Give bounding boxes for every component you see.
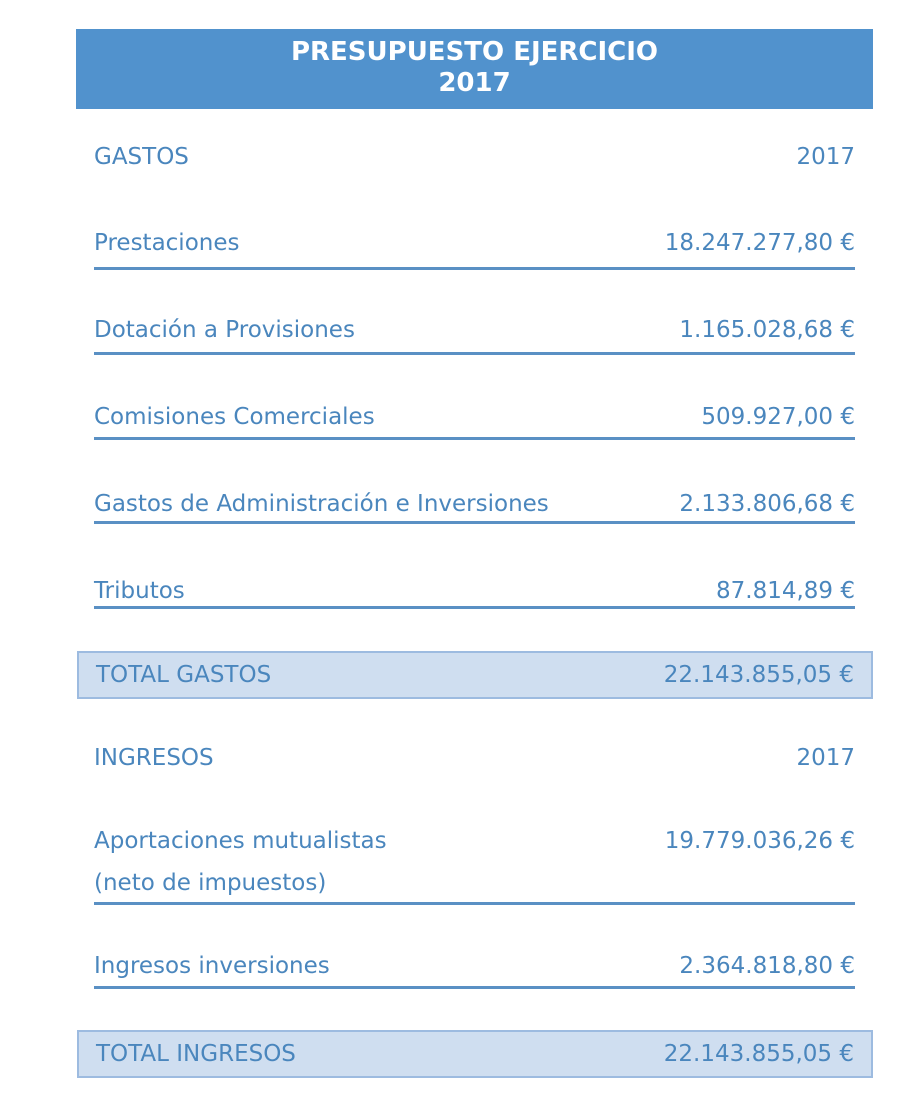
- ingresos-year: 2017: [796, 745, 855, 771]
- row-label: Gastos de Administración e Inversiones: [94, 491, 549, 517]
- ingresos-heading: INGRESOS: [94, 745, 214, 771]
- row-label: Aportaciones mutualistas: [94, 828, 387, 854]
- row-value: 2.133.806,68 €: [679, 491, 855, 517]
- row-divider: [94, 606, 855, 609]
- row-value: 1.165.028,68 €: [679, 317, 855, 343]
- total-ingresos-value: 22.143.855,05 €: [663, 1041, 854, 1067]
- row-label: Comisiones Comerciales: [94, 404, 375, 430]
- row-label: Prestaciones: [94, 230, 240, 256]
- row-divider: [94, 267, 855, 270]
- total-ingresos-label: TOTAL INGRESOS: [96, 1041, 296, 1067]
- budget-title-banner: [76, 29, 873, 109]
- budget-title: PRESUPUESTO EJERCICIO: [290, 37, 659, 67]
- row-label: Dotación a Provisiones: [94, 317, 355, 343]
- row-value: 18.247.277,80 €: [664, 230, 855, 256]
- row-divider: [94, 902, 855, 905]
- row-divider: [94, 352, 855, 355]
- row-label: Ingresos inversiones: [94, 953, 330, 979]
- total-ingresos-row: [77, 1030, 873, 1078]
- budget-year-title: 2017: [438, 68, 511, 98]
- row-value: 509.927,00 €: [701, 404, 855, 430]
- total-gastos-label: TOTAL GASTOS: [96, 662, 272, 688]
- total-gastos-value: 22.143.855,05 €: [663, 662, 854, 688]
- total-gastos-row: [77, 651, 873, 699]
- row-divider: [94, 986, 855, 989]
- row-divider: [94, 437, 855, 440]
- row-divider: [94, 521, 855, 524]
- gastos-heading: GASTOS: [94, 144, 189, 170]
- gastos-year: 2017: [796, 144, 855, 170]
- row-label: Tributos: [94, 578, 185, 604]
- row-value: 19.779.036,26 €: [664, 828, 855, 854]
- row-value: 2.364.818,80 €: [679, 953, 855, 979]
- row-label-note: (neto de impuestos): [94, 870, 327, 896]
- row-value: 87.814,89 €: [716, 578, 855, 604]
